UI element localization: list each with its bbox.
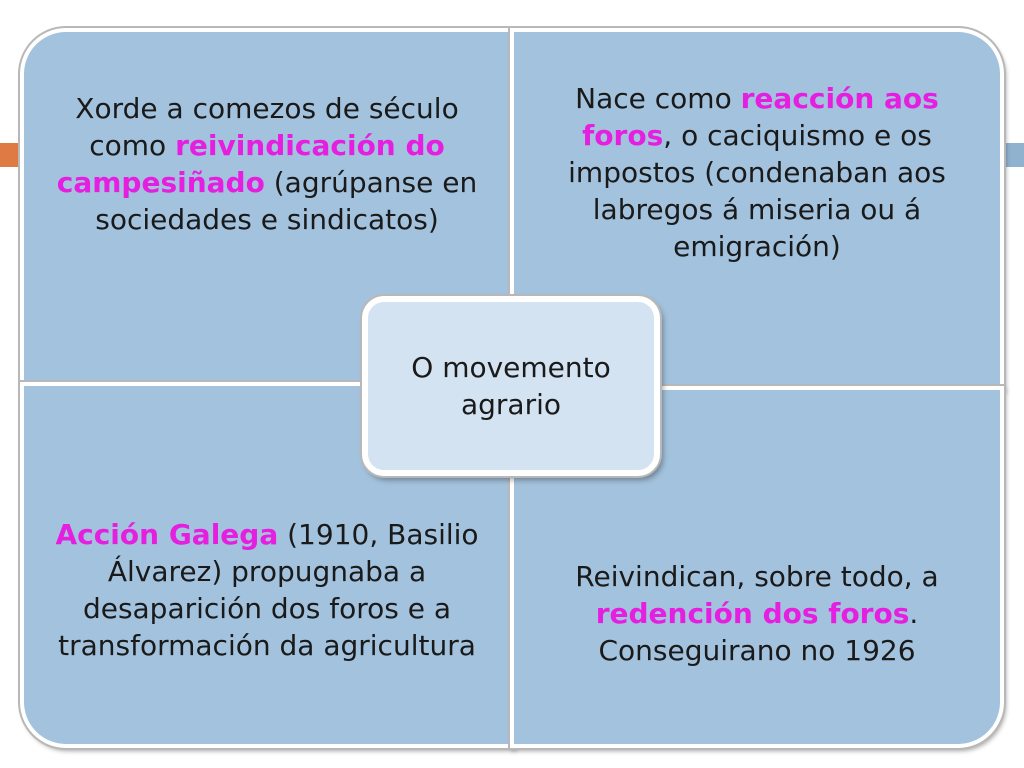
- quadrant-top-left-text: [24, 90, 510, 238]
- quadrant-bottom-right-pre: Reivindican, sobre todo, a: [575, 560, 939, 593]
- accent-bar-right: [1004, 143, 1024, 167]
- quadrant-bottom-right-text: [514, 558, 1000, 669]
- quadrant-top-right-highlight: reacción aos foros: [582, 82, 939, 152]
- quadrant-bottom-right-post: . Conseguirano no 1926: [598, 597, 919, 667]
- quadrant-top-left-highlight: reivindicación do campesiñado: [56, 129, 445, 199]
- quadrant-bottom-left-text: [24, 516, 510, 664]
- center-topic-box: [362, 296, 660, 476]
- center-topic-line1: O movemento: [411, 351, 611, 384]
- quadrant-bottom-left-highlight: Acción Galega: [55, 518, 279, 551]
- accent-bar-left: [0, 143, 18, 167]
- quadrant-top-right-post: , o caciquismo e os impostos (condenaban aos labregos á miseria ou á emigración): [568, 119, 946, 263]
- quadrant-top-right-pre: Nace como: [575, 82, 741, 115]
- quadrant-top-left-post: (agrúpanse en sociedades e sindicatos): [95, 166, 478, 236]
- quadrant-bottom-right-highlight: redención dos foros: [595, 597, 910, 630]
- quadrant-bottom-left-post: (1910, Basilio Álvarez) propugnaba a desaparición dos foros e a transformación da agricultura: [58, 518, 479, 662]
- center-topic-text: [411, 349, 611, 423]
- center-topic-line2: agrario: [460, 388, 562, 421]
- quadrant-top-right-text: [514, 80, 1000, 265]
- quadrant-top-left-pre: Xorde a comezos de século como: [75, 92, 459, 162]
